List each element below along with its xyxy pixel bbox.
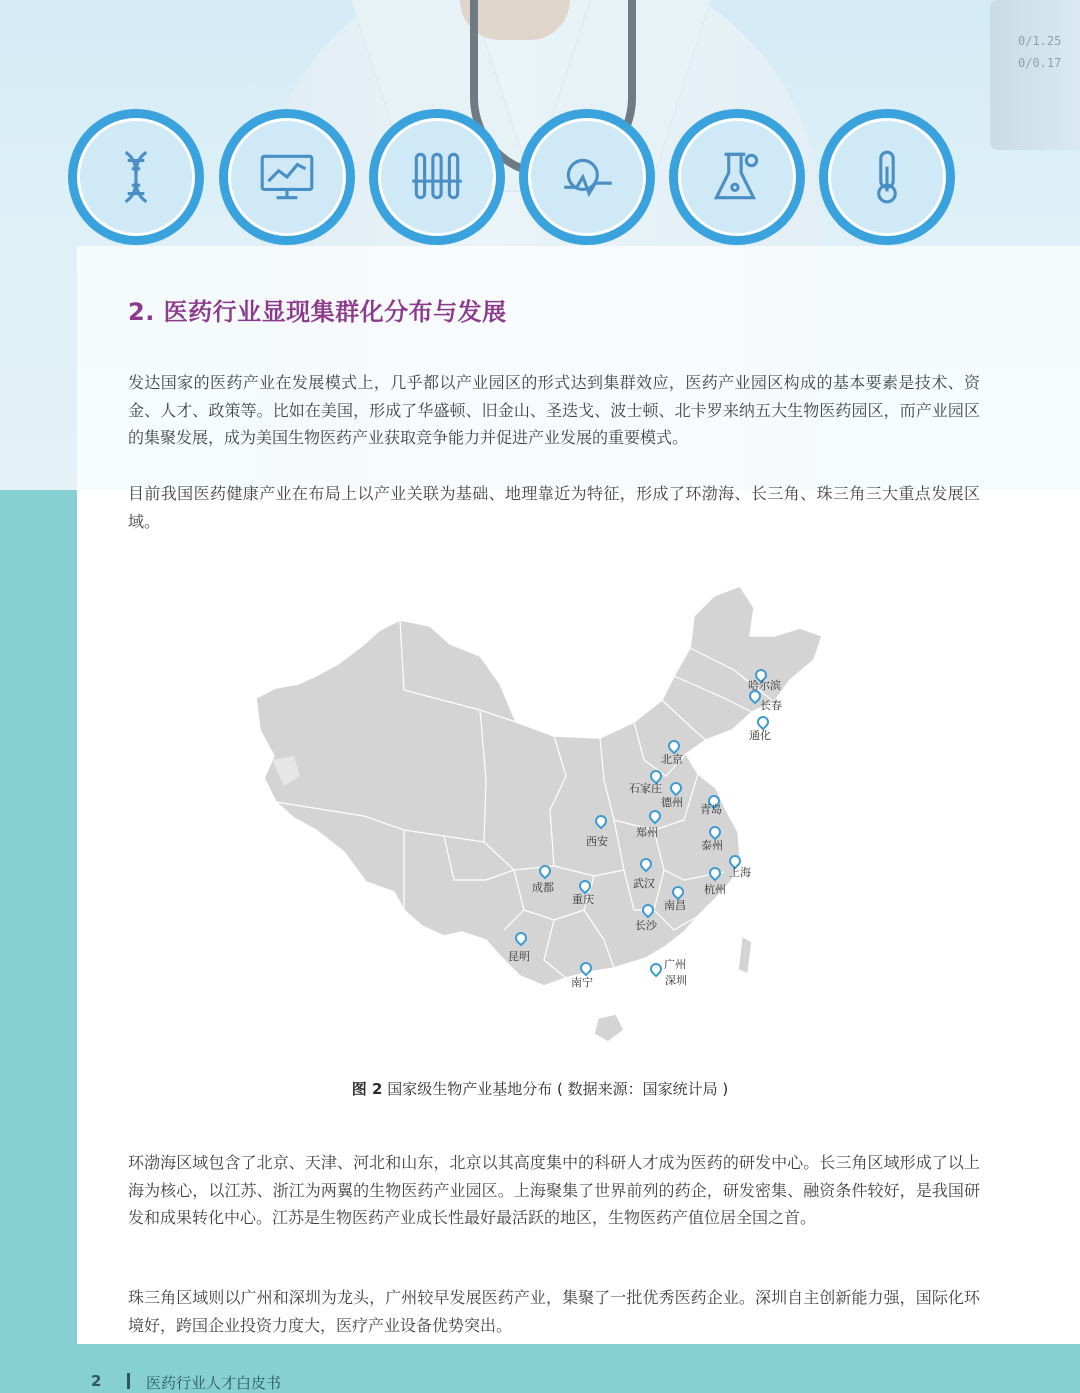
- city-label-wuhan: 武汉: [633, 877, 655, 890]
- city-label-taizhou: 泰州: [701, 839, 723, 852]
- paragraph-2: 目前我国医药健康产业在布局上以产业关联为基础、地理靠近为特征，形成了环渤海、长三角、珠三角三大重点发展区域。: [128, 484, 980, 531]
- city-label-shijiazhuang: 石家庄: [629, 782, 662, 795]
- china-map: [254, 580, 824, 1045]
- city-label-qingdao: 青岛: [700, 803, 722, 816]
- content-panel-translucent: [77, 246, 1080, 490]
- city-label-kunming: 昆明: [508, 950, 530, 963]
- thermometer-icon: [819, 109, 955, 245]
- paragraph-4: 珠三角区域则以广州和深圳为龙头，广州较早发展医药产业，集聚了一批优秀医药企业。深圳自主创新能力强，国际化环境好，跨国企业投资力度大，医疗产业设备优势突出。: [128, 1288, 980, 1335]
- test-tubes-icon: [369, 109, 505, 245]
- city-label-hangzhou: 杭州: [704, 883, 726, 896]
- city-label-changsha: 长沙: [635, 919, 657, 932]
- page-number: 2: [91, 1372, 102, 1390]
- city-label-nanning: 南宁: [571, 976, 593, 989]
- city-label-shenzhen: 深圳: [665, 974, 687, 987]
- paragraph-3: 环渤海区域包含了北京、天津、河北和山东，北京以其高度集中的科研人才成为医药的研发中心。长三角区域形成了以上海为核心，以江苏、浙江为两翼的生物医药产业园区。上海聚集了世界前列的药企，研发密集、融资条件较好，是我国研发和成果转化中心。江苏是生物医药产业成长性最好最活跃的地区，生物医药产值位居全国之首。: [128, 1153, 980, 1227]
- section-heading: 2. 医药行业显现集群化分布与发展: [128, 298, 507, 326]
- china-map-shape: [254, 580, 824, 1045]
- flask-icon: [669, 109, 805, 245]
- city-label-shanghai: 上海: [729, 866, 751, 879]
- city-label-harbin: 哈尔滨: [748, 679, 781, 692]
- city-label-zhengzhou: 郑州: [636, 826, 658, 839]
- paragraph-1: 发达国家的医药产业在发展模式上，几乎都以产业园区的形式达到集群效应，医药产业园区构成的基本要素是技术、资金、人才、政策等。比如在美国，形成了华盛顿、旧金山、圣迭戈、波士顿、北卡罗来纳五大生物医药园区，而产业园区的集聚发展，成为美国生物医药产业获取竞争能力并促进产业发展的重要模式。: [128, 373, 980, 447]
- monitor-chart-icon: [219, 109, 355, 245]
- footer-title: 医药行业人才白皮书: [146, 1374, 282, 1392]
- city-label-changchun: 长春: [760, 699, 782, 712]
- city-label-chongqing: 重庆: [572, 893, 594, 906]
- figure-caption-text: 国家级生物产业基地分布 ( 数据来源：国家统计局 ): [382, 1080, 729, 1098]
- city-label-dezhou: 德州: [661, 796, 683, 809]
- city-label-beijing: 北京: [661, 753, 683, 766]
- footer-divider: [127, 1373, 130, 1389]
- microscope-label: 0/1.25 0/0.17: [1018, 34, 1062, 70]
- city-label-guangzhou: 广州: [664, 958, 686, 971]
- city-label-xian: 西安: [586, 835, 608, 848]
- stethoscope-heartbeat-icon: [519, 109, 655, 245]
- city-label-tonghua: 通化: [749, 729, 771, 742]
- dna-icon: [68, 109, 204, 245]
- figure-number: 图 2: [351, 1080, 383, 1098]
- city-label-nanchang: 南昌: [664, 899, 686, 912]
- figure-caption: [0, 1078, 1080, 1099]
- city-label-chengdu: 成都: [532, 881, 554, 894]
